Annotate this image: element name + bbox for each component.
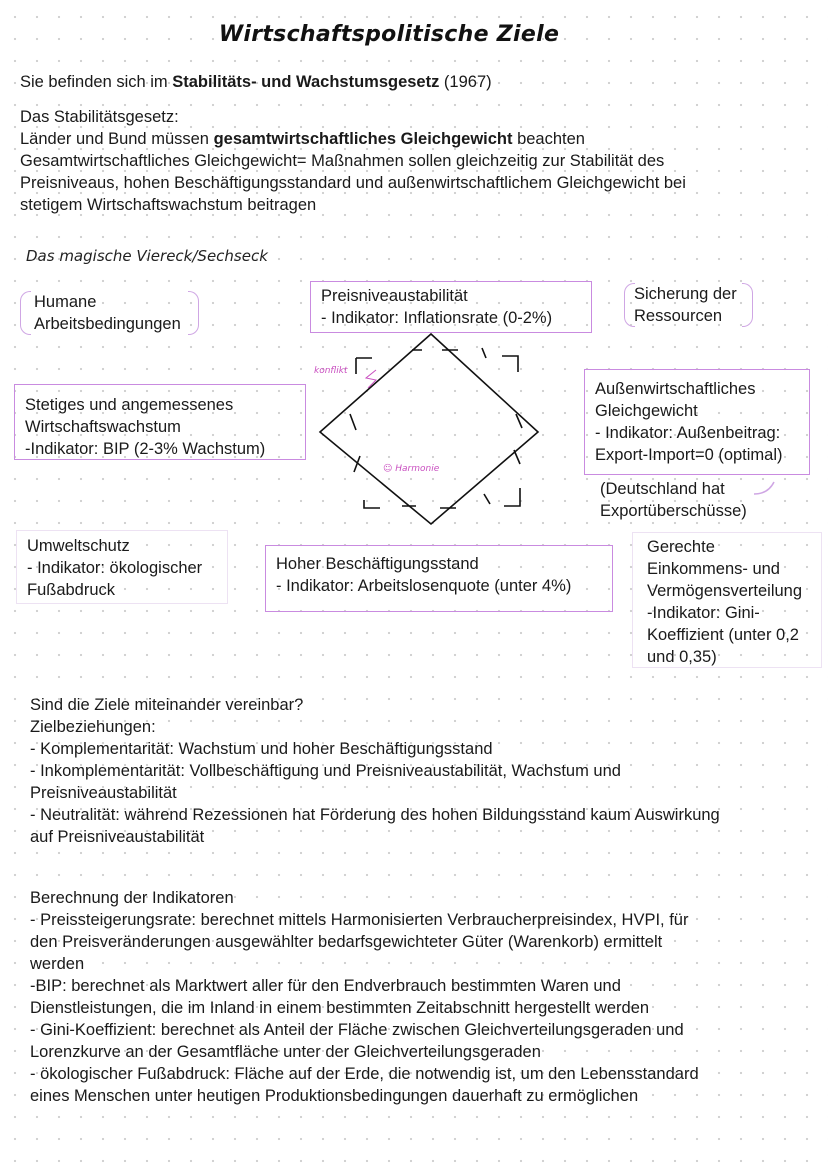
left-bracket	[624, 283, 635, 327]
text-line: -BIP: berechnet als Marktwert aller für den Endverbrauch bestimmten Waren und	[30, 977, 621, 995]
box-line: Gerechte	[647, 538, 715, 556]
text-line: Dienstleistungen, die im Inland in einem bestimmten Zeitabschnitt hergestellt werden	[30, 999, 650, 1017]
text-line: - Neutralität: während Rezessionen hat Förderung des hohen Bildungsstand kaum Auswirkung	[30, 806, 720, 824]
box-line: Sicherung der	[634, 285, 737, 303]
section-heading: Das magische Viereck/Sechseck	[26, 247, 268, 265]
tick-marks-top	[412, 348, 486, 358]
text-line: Preisniveaustabilität	[30, 784, 177, 802]
box-line: Fußabdruck	[27, 581, 116, 599]
corner-bottom-left	[364, 500, 380, 508]
stability-heading: Das Stabilitätsgesetz:	[20, 108, 179, 126]
box-line: Arbeitsbedingungen	[34, 315, 181, 333]
box-line: Vermögensverteilung	[647, 582, 803, 600]
text-line: Lorenzkurve an der Gesamtfläche unter der Gleichverteilungsgeraden	[30, 1043, 541, 1061]
text-line: auf Preisniveaustabilität	[30, 828, 205, 846]
text-line: - Gini-Koeffizient: berechnet als Anteil der Fläche zwischen Gleichverteilungsgeraden und	[30, 1021, 684, 1039]
tick-marks-bottom	[402, 494, 490, 508]
corner-top-right	[502, 356, 518, 372]
box-line: Koeffizient (unter 0,2	[647, 626, 799, 644]
stability-line: Preisniveaus, hohen Beschäftigungsstandard und außenwirtschaftlichem Gleichgewicht bei	[20, 174, 686, 192]
box-line: -Indikator: BIP (2-3% Wachstum)	[25, 440, 266, 458]
box-line: - Indikator: Arbeitslosenquote (unter 4%)	[276, 577, 572, 595]
intro-law: Stabilitäts- und Wachstumsgesetz	[172, 73, 440, 91]
box-line: Wirtschaftswachstum	[25, 418, 181, 436]
text-line: werden	[30, 955, 85, 973]
box-line: -Indikator: Gini-	[647, 604, 760, 622]
box-humane	[34, 291, 181, 335]
aussen-note	[600, 478, 747, 522]
box-line: Einkommens- und	[647, 560, 780, 578]
box-line: Stetiges und angemessenes	[25, 396, 234, 414]
box-line: Umweltschutz	[27, 537, 130, 555]
note-line: Exportüberschüsse)	[600, 502, 747, 520]
box-line: Ressourcen	[634, 307, 723, 325]
box-wachstum	[14, 384, 306, 460]
berechnung-section	[30, 887, 699, 1107]
text-line: eines Menschen unter heutigen Produktionsbedingungen dauerhaft zu ermöglichen	[30, 1087, 639, 1105]
left-bracket	[20, 291, 31, 335]
page-title: Wirtschaftspolitische Ziele	[218, 22, 560, 47]
corner-top-left	[356, 358, 372, 374]
text-line: Zielbeziehungen:	[30, 718, 156, 736]
square-outline	[320, 334, 538, 524]
box-ressourcen	[634, 283, 737, 327]
stability-line: Gesamtwirtschaftliches Gleichgewicht= Maßnahmen sollen gleichzeitig zur Stabilität des	[20, 152, 665, 170]
text-line: - Preissteigerungsrate: berechnet mittels Harmonisierten Verbraucherpreisindex, HVPI, für	[30, 911, 689, 929]
box-verteilung	[632, 532, 822, 668]
intro-suffix: (1967)	[439, 73, 492, 91]
text-line: Berechnung der Indikatoren	[30, 889, 234, 907]
intro-line	[20, 71, 492, 93]
box-line: - Indikator: ökologischer	[27, 559, 203, 577]
right-bracket	[188, 291, 199, 335]
note-bracket-icon	[752, 480, 782, 498]
corner-bottom-right	[504, 488, 520, 506]
box-aussenwirtschaft	[584, 369, 810, 475]
text-line: Sind die Ziele miteinander vereinbar?	[30, 696, 304, 714]
box-line: Export-Import=0 (optimal)	[595, 446, 783, 464]
stability-line-2-suffix: beachten	[512, 130, 585, 148]
right-bracket	[742, 283, 753, 327]
text-line: den Preisveränderungen ausgewählter bedarfsgewichteter Güter (Warenkorb) ermittelt	[30, 933, 663, 951]
box-preisniveau	[310, 281, 592, 333]
stability-line-2-prefix: Länder und Bund müssen	[20, 130, 214, 148]
box-beschaeftigung	[265, 545, 613, 612]
magic-square-diagram	[290, 328, 552, 534]
text-line: - ökologischer Fußabdruck: Fläche auf der Erde, die notwendig ist, um den Lebensstandard	[30, 1065, 699, 1083]
stability-line-2-bold: gesamtwirtschaftliches Gleichgewicht	[213, 130, 513, 148]
label-harmonie: ☺ Harmonie	[383, 464, 440, 474]
intro-prefix: Sie befinden sich im	[20, 73, 173, 91]
text-line: - Inkomplementarität: Vollbeschäftigung und Preisniveaustabilität, Wachstum und	[30, 762, 621, 780]
lightning-icon	[366, 370, 376, 388]
zielbeziehungen-section	[30, 694, 720, 848]
box-line: - Indikator: Inflationsrate (0-2%)	[321, 309, 553, 327]
box-line: Hoher Beschäftigungsstand	[276, 555, 479, 573]
note-line: (Deutschland hat	[600, 480, 725, 498]
box-line: Außenwirtschaftliches	[595, 380, 756, 398]
box-line: und 0,35)	[647, 648, 717, 666]
text-line: - Komplementarität: Wachstum und hoher Beschäftigungsstand	[30, 740, 493, 758]
box-umweltschutz	[16, 530, 228, 604]
box-line: - Indikator: Außenbeitrag:	[595, 424, 781, 442]
stability-line: stetigem Wirtschaftswachstum beitragen	[20, 196, 317, 214]
stability-line-2	[20, 128, 686, 150]
label-konflikt: konflikt	[314, 366, 348, 376]
box-line: Humane	[34, 293, 97, 311]
box-line: Preisniveaustabilität	[321, 287, 468, 305]
box-line: Gleichgewicht	[595, 402, 698, 420]
stability-section	[20, 106, 686, 216]
